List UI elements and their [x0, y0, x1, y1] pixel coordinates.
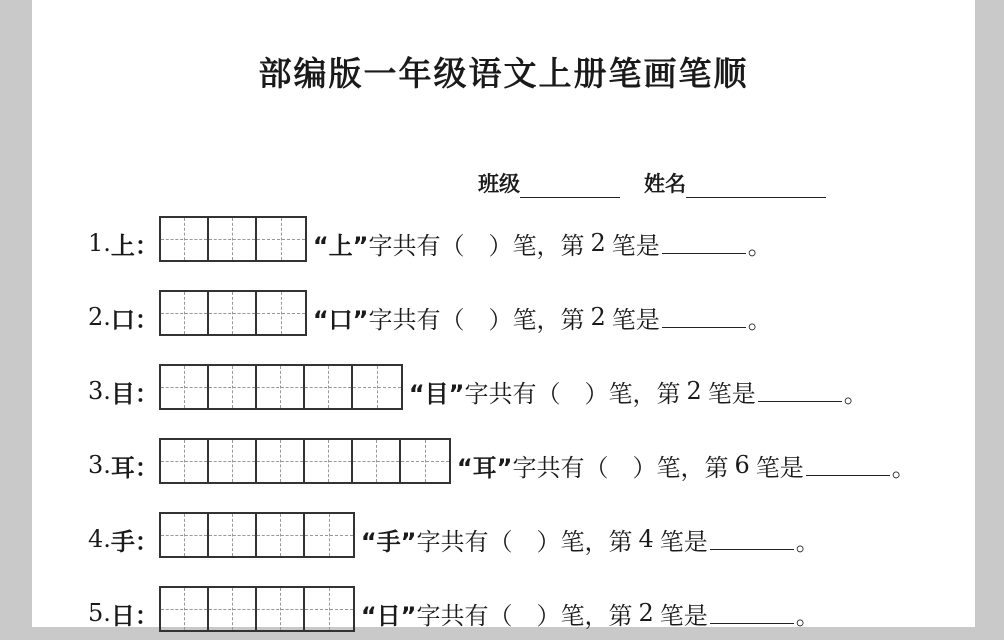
stroke-number: 2: [590, 229, 606, 257]
question-character: 口: [110, 305, 135, 334]
grid-cell[interactable]: [305, 588, 353, 630]
period: 。: [795, 601, 820, 630]
question-character: 耳: [110, 453, 135, 482]
writing-grid[interactable]: [159, 586, 355, 632]
class-label: 班级: [478, 172, 520, 196]
question-row: [88, 512, 820, 566]
grid-cell[interactable]: [305, 440, 353, 482]
grid-cell[interactable]: [305, 366, 353, 408]
question-text: 字共有（ ）笔，第: [368, 305, 585, 334]
question-number: 5.: [88, 599, 111, 627]
question-text-end: 笔是: [707, 379, 756, 408]
question-row: [88, 216, 772, 270]
grid-cell[interactable]: [257, 218, 305, 260]
grid-cell[interactable]: [209, 366, 257, 408]
stroke-number: 2: [590, 303, 606, 331]
answer-blank[interactable]: [758, 381, 842, 402]
question-text: 字共有（ ）笔，第: [464, 379, 681, 408]
grid-cell[interactable]: [161, 218, 209, 260]
grid-cell[interactable]: [257, 514, 305, 556]
question-character: 手: [110, 527, 135, 556]
question-character: 上: [110, 231, 135, 260]
question-colon: ：: [134, 379, 159, 408]
grid-cell[interactable]: [161, 292, 209, 334]
quoted-character: “目”: [408, 379, 465, 408]
period: 。: [795, 527, 820, 556]
question-colon: ：: [134, 453, 159, 482]
writing-grid[interactable]: [159, 216, 307, 262]
class-blank[interactable]: [520, 173, 620, 198]
grid-cell[interactable]: [209, 218, 257, 260]
question-row: [88, 586, 820, 640]
stroke-number: 2: [686, 377, 702, 405]
answer-blank[interactable]: [710, 603, 794, 624]
worksheet-page: [32, 0, 975, 630]
grid-cell[interactable]: [209, 292, 257, 334]
answer-blank[interactable]: [662, 307, 746, 328]
question-colon: ：: [134, 527, 159, 556]
grid-cell[interactable]: [161, 440, 209, 482]
grid-cell[interactable]: [161, 514, 209, 556]
question-colon: ：: [134, 305, 159, 334]
question-number: 2.: [88, 303, 111, 331]
answer-blank[interactable]: [710, 529, 794, 550]
grid-cell[interactable]: [353, 366, 401, 408]
question-row: [88, 364, 868, 418]
question-number: 4.: [88, 525, 111, 553]
question-text: 字共有（ ）笔，第: [416, 601, 633, 630]
question-text-end: 笔是: [659, 527, 708, 556]
quoted-character: “上”: [312, 231, 369, 260]
question-text-end: 笔是: [659, 601, 708, 630]
quoted-character: “耳”: [456, 453, 513, 482]
grid-cell[interactable]: [209, 514, 257, 556]
grid-cell[interactable]: [257, 366, 305, 408]
period: 。: [891, 453, 916, 482]
answer-blank[interactable]: [806, 455, 890, 476]
grid-cell[interactable]: [161, 588, 209, 630]
question-row: [88, 290, 772, 344]
question-text-end: 笔是: [755, 453, 804, 482]
grid-cell[interactable]: [353, 440, 401, 482]
period: 。: [747, 231, 772, 260]
period: 。: [843, 379, 868, 408]
writing-grid[interactable]: [159, 364, 403, 410]
grid-cell[interactable]: [257, 440, 305, 482]
grid-cell[interactable]: [209, 588, 257, 630]
question-text: 字共有（ ）笔，第: [512, 453, 729, 482]
question-number: 1.: [88, 229, 111, 257]
question-text: 字共有（ ）笔，第: [416, 527, 633, 556]
question-number: 3.: [88, 377, 111, 405]
stroke-number: 6: [734, 451, 750, 479]
question-text: 字共有（ ）笔，第: [368, 231, 585, 260]
quoted-character: “口”: [312, 305, 369, 334]
question-character: 目: [110, 379, 135, 408]
quoted-character: “日”: [360, 601, 417, 630]
writing-grid[interactable]: [159, 290, 307, 336]
question-colon: ：: [134, 231, 159, 260]
class-field: [478, 168, 620, 198]
period: 。: [747, 305, 772, 334]
answer-blank[interactable]: [662, 233, 746, 254]
question-number: 3.: [88, 451, 111, 479]
name-blank[interactable]: [686, 173, 826, 198]
question-row: [88, 438, 916, 492]
stroke-number: 2: [638, 599, 654, 627]
grid-cell[interactable]: [161, 366, 209, 408]
question-colon: ：: [134, 601, 159, 630]
stroke-number: 4: [638, 525, 654, 553]
question-text-end: 笔是: [611, 305, 660, 334]
name-label: 姓名: [644, 172, 686, 196]
question-character: 日: [110, 601, 135, 630]
question-text-end: 笔是: [611, 231, 660, 260]
grid-cell[interactable]: [257, 292, 305, 334]
grid-cell[interactable]: [401, 440, 449, 482]
grid-cell[interactable]: [305, 514, 353, 556]
name-field: [644, 168, 826, 198]
grid-cell[interactable]: [257, 588, 305, 630]
writing-grid[interactable]: [159, 512, 355, 558]
page-title: 部编版一年级语文上册笔画笔顺: [258, 54, 749, 93]
quoted-character: “手”: [360, 527, 417, 556]
writing-grid[interactable]: [159, 438, 451, 484]
grid-cell[interactable]: [209, 440, 257, 482]
